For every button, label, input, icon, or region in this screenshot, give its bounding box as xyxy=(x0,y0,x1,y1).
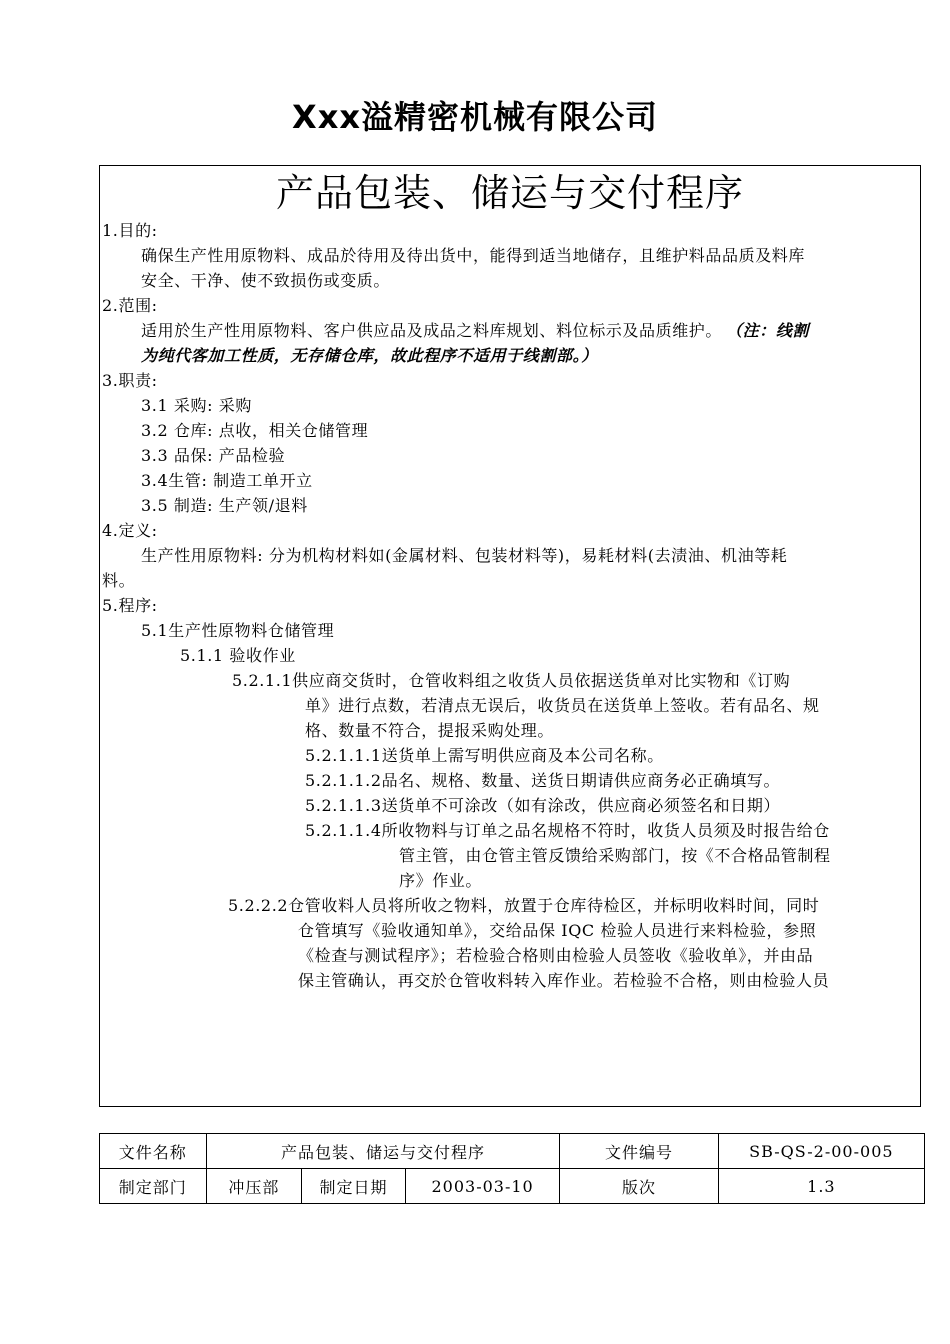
procedure-item-cont: 《检查与测试程序》；若检验合格则由检验人员签收《验收单》，并由品 xyxy=(298,946,814,965)
doc-name-value: 产品包装、储运与交付程序 xyxy=(206,1134,560,1169)
procedure-item-cont: 单》进行点数，若清点无误后，收货员在送货单上签收。若有品名、规 xyxy=(305,696,820,715)
procedure-subitem-cont: 序》作业。 xyxy=(399,871,483,890)
dept-value: 冲压部 xyxy=(206,1169,302,1204)
scope-text-main: 适用於生产性用原物料、客户供应品及成品之料库规划、料位标示及品质维护。 xyxy=(141,321,723,340)
document-title: 产品包装、储运与交付程序 xyxy=(275,171,744,215)
section-purpose-heading: 1.目的: xyxy=(102,221,158,240)
version-value: 1.3 xyxy=(718,1169,924,1204)
doc-no-value: SB-QS-2-00-005 xyxy=(718,1134,924,1169)
responsibility-item: 3.1 采购: 采购 xyxy=(141,396,253,415)
section-responsibility-heading: 3.职责: xyxy=(102,371,158,390)
procedure-subitem-cont: 管主管，由仓管主管反馈给采购部门，按《不合格品管制程 xyxy=(399,846,831,865)
table-row xyxy=(100,1134,925,1169)
date-value: 2003-03-10 xyxy=(405,1169,560,1204)
scope-text xyxy=(141,318,809,343)
procedure-item: 5.2.2.2仓管收料人员将所收之物料，放置于仓库待检区，并标明收料时间，同时 xyxy=(228,896,820,915)
dept-label: 制定部门 xyxy=(100,1169,207,1204)
purpose-text-cont: 安全、干净、使不致损伤或变质。 xyxy=(141,271,391,290)
procedure-item: 5.2.1.1供应商交货时，仓管收料组之收货人员依据送货单对比实物和《订购 xyxy=(232,671,791,690)
section-procedure-heading: 5.程序: xyxy=(102,596,158,615)
doc-no-label: 文件编号 xyxy=(560,1134,718,1169)
procedure-subitem: 5.2.1.1.1送货单上需写明供应商及本公司名称。 xyxy=(305,746,664,765)
definition-text: 生产性用原物料: 分为机构材料如(金属材料、包装材料等)，易耗材料(去渍油、机油等耗 xyxy=(141,546,788,565)
responsibility-item: 3.3 品保: 产品检验 xyxy=(141,446,286,465)
procedure-item-cont: 格、数量不符合，提报采购处理。 xyxy=(305,721,555,740)
document-info-table xyxy=(99,1133,925,1204)
responsibility-item: 3.4生管: 制造工单开立 xyxy=(141,471,313,490)
procedure-subitem: 5.2.1.1.4所收物料与订单之品名规格不符时，收货人员须及时报告给仓 xyxy=(305,821,830,840)
purpose-text: 确保生产性用原物料、成品於待用及待出货中，能得到适当地储存，且维护料品品质及料库 xyxy=(141,246,806,265)
section-scope-heading: 2.范围: xyxy=(102,296,158,315)
scope-note: 为纯代客加工性质，无存储仓库，故此程序不适用于线割部。） xyxy=(141,346,598,365)
procedure-subheading: 5.1.1 验收作业 xyxy=(180,646,296,665)
procedure-body xyxy=(99,165,921,1107)
procedure-subitem: 5.2.1.1.3送货单不可涂改（如有涂改，供应商必须签名和日期） xyxy=(305,796,781,815)
section-definition-heading: 4.定义: xyxy=(102,521,158,540)
procedure-item-cont: 仓管填写《验收通知单》，交给品保 IQC 检验人员进行来料检验，参照 xyxy=(298,921,817,940)
procedure-item-cont: 保主管确认，再交於仓管收料转入库作业。若检验不合格，则由检验人员 xyxy=(298,971,830,990)
responsibility-item: 3.5 制造: 生产领/退料 xyxy=(141,496,308,515)
doc-name-label: 文件名称 xyxy=(100,1134,207,1169)
company-name: Xxx溢精密机械有限公司 xyxy=(292,98,658,136)
definition-text-cont: 料。 xyxy=(102,571,136,590)
procedure-subheading: 5.1生产性原物料仓储管理 xyxy=(141,621,335,640)
version-label: 版次 xyxy=(560,1169,718,1204)
table-row xyxy=(100,1169,925,1204)
date-label: 制定日期 xyxy=(302,1169,406,1204)
scope-note-start: （注：线割 xyxy=(734,321,810,340)
responsibility-item: 3.2 仓库: 点收，相关仓储管理 xyxy=(141,421,369,440)
procedure-subitem: 5.2.1.1.2品名、规格、数量、送货日期请供应商务必正确填写。 xyxy=(305,771,781,790)
